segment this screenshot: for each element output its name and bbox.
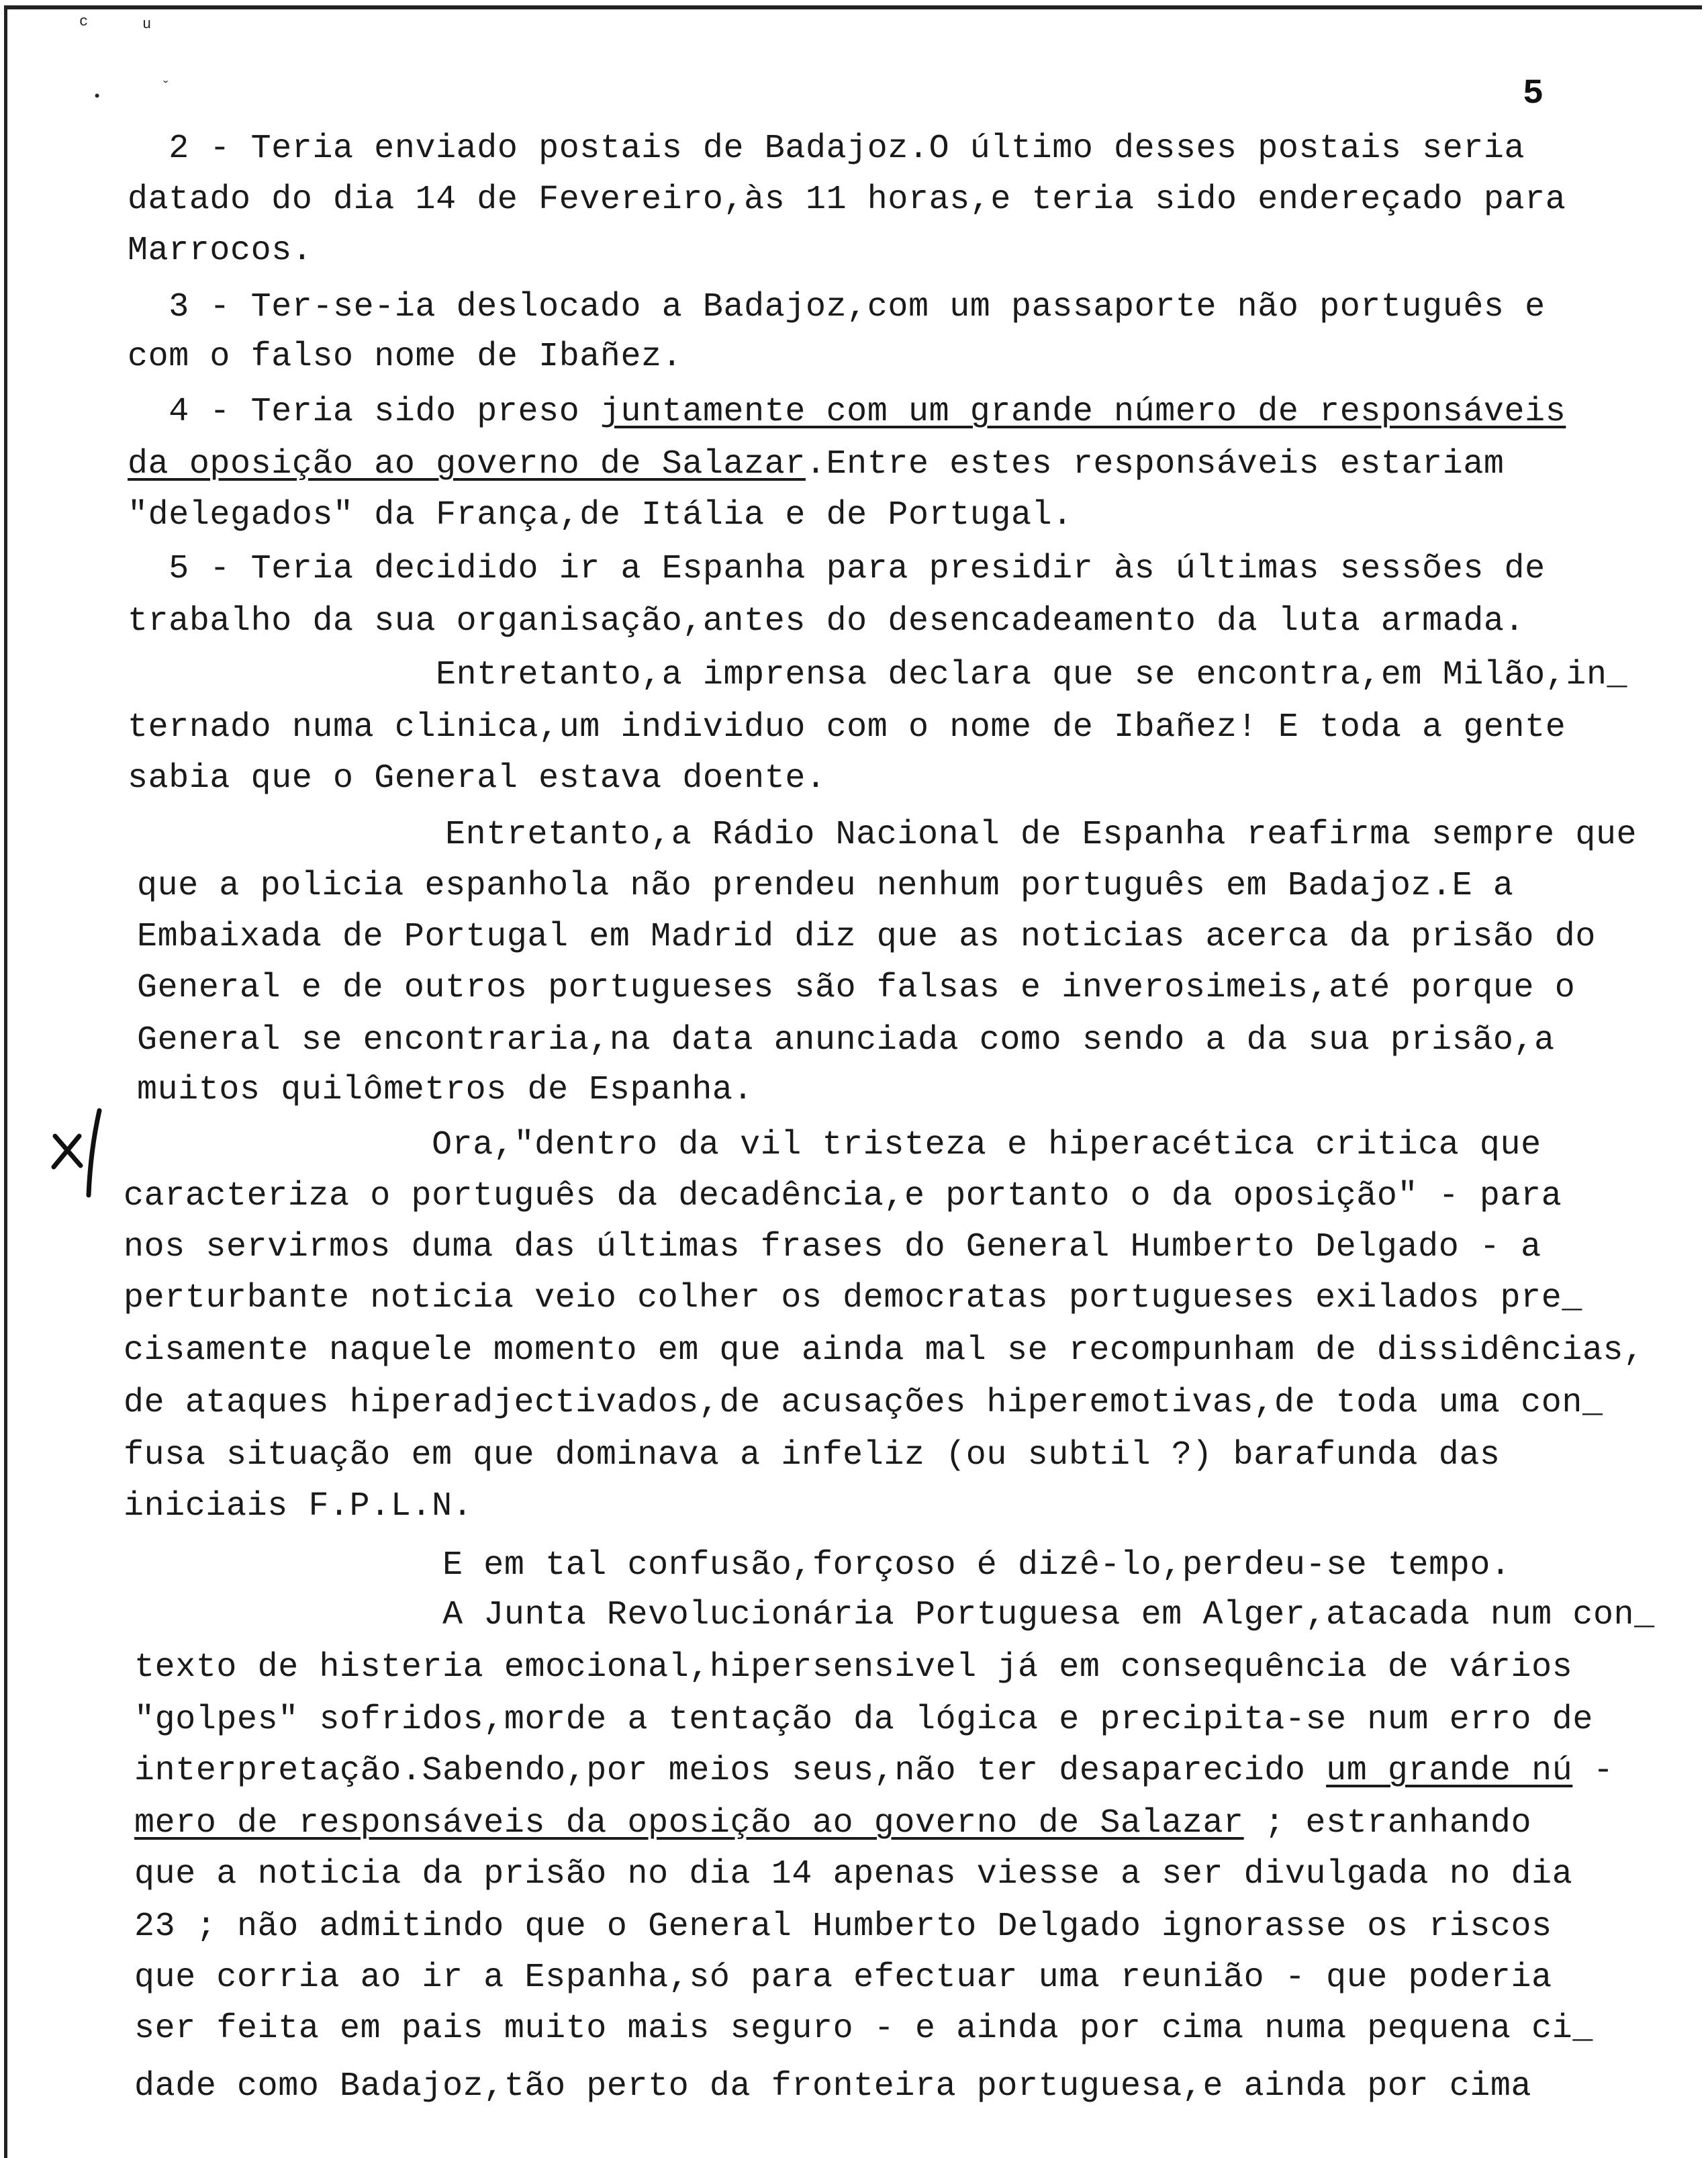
text-segment: 3 - Ter-se-ia deslocado a Badajoz,com um passaporte não português e	[128, 288, 1546, 326]
text-line	[134, 1803, 1531, 1844]
text-line	[124, 1227, 1541, 1268]
text-line	[128, 337, 682, 377]
text-line	[134, 1907, 1552, 1947]
text-line	[124, 1487, 473, 1527]
text-segment: interpretação.Sabendo,por meios seus,não ter desaparecido	[134, 1752, 1327, 1790]
text-segment: ; estranhando	[1243, 1804, 1532, 1842]
text-line	[128, 759, 826, 799]
text-line	[124, 1125, 1541, 1166]
text-line	[134, 2067, 1531, 2107]
text-segment: Embaixada de Portugal em Madrid diz que as noticias acerca da prisão do	[137, 918, 1596, 956]
text-segment: Entretanto,a Rádio Nacional de Espanha reafirma sempre que	[137, 816, 1638, 854]
margin-annotation-mark	[46, 1101, 120, 1202]
text-segment: .Entre estes responsáveis estariam	[805, 445, 1505, 483]
text-line	[134, 1595, 1655, 1636]
text-line	[137, 866, 1514, 906]
text-segment: fusa situação em que dominava a infeliz (ou subtil ?) barafunda das	[124, 1436, 1501, 1474]
text-line	[128, 392, 1566, 432]
text-segment: ser feita em pais muito mais seguro - e ainda por cima numa pequena ci_	[134, 2010, 1593, 2048]
text-line	[137, 815, 1637, 855]
text-segment: dade como Badajoz,tão perto da fronteira portuguesa,e ainda por cima	[134, 2067, 1532, 2106]
text-segment: trabalho da sua organisação,antes do desencadeamento da luta armada.	[128, 602, 1525, 641]
text-line	[137, 1021, 1555, 1061]
text-line	[124, 1383, 1603, 1423]
text-segment: "delegados" da França,de Itália e de Portugal.	[128, 496, 1073, 534]
text-segment: caracteriza o português da decadência,e portanto o da oposição" - para	[124, 1177, 1562, 1215]
text-segment: 2 - Teria enviado postais de Badajoz.O último desses postais seria	[128, 130, 1525, 168]
underlined-text: um grande nú	[1326, 1752, 1573, 1790]
text-segment: -	[1572, 1752, 1614, 1790]
text-line	[128, 602, 1525, 642]
text-line	[134, 1700, 1593, 1740]
text-segment: que corria ao ir a Espanha,só para efectuar uma reunião - que poderia	[134, 1959, 1552, 1997]
text-segment: A Junta Revolucionária Portuguesa em Alger,atacada num con_	[134, 1596, 1655, 1634]
text-segment: "golpes" sofridos,morde a tentação da lógica e precipita-se num erro de	[134, 1701, 1593, 1739]
text-segment: muitos quilômetros de Espanha.	[137, 1071, 754, 1109]
text-segment: 4 - Teria sido preso	[128, 393, 600, 431]
text-segment: General se encontraria,na data anunciada como sendo a da sua prisão,a	[137, 1021, 1555, 1060]
text-segment: 5 - Teria decidido ir a Espanha para presidir às últimas sessões de	[128, 550, 1546, 588]
page-number: 5	[1523, 74, 1544, 113]
text-segment: de ataques hiperadjectivados,de acusações hiperemotivas,de toda uma con_	[124, 1384, 1603, 1422]
text-segment: cisamente naquele momento em que ainda mal se recompunham de dissidências,	[124, 1331, 1644, 1370]
text-line	[128, 180, 1566, 220]
text-segment: ternado numa clinica,um individuo com o nome de Ibañez! E toda a gente	[128, 708, 1566, 747]
text-line	[134, 1958, 1552, 1998]
text-line	[128, 287, 1546, 328]
text-line	[124, 1278, 1582, 1319]
text-segment: nos servirmos duma das últimas frases do General Humberto Delgado - a	[124, 1228, 1541, 1266]
text-line	[124, 1436, 1501, 1476]
text-line	[128, 444, 1505, 485]
underlined-text: da oposição ao governo de Salazar	[128, 445, 806, 483]
text-line	[137, 917, 1596, 957]
text-segment: texto de histeria emocional,hipersensivel já em consequência de vários	[134, 1648, 1573, 1687]
text-line	[128, 129, 1525, 169]
text-line	[134, 1855, 1572, 1895]
text-segment: General e de outros portugueses são falsas e inverosimeis,até porque o	[137, 969, 1576, 1007]
text-segment: datado do dia 14 de Fevereiro,às 11 horas,e teria sido endereçado para	[128, 181, 1566, 219]
text-segment: Ora,"dentro da vil tristeza e hiperacética critica que	[124, 1126, 1541, 1164]
text-segment: iniciais F.P.L.N.	[124, 1487, 473, 1526]
text-segment: que a policia espanhola não prendeu nenhum português em Badajoz.E a	[137, 867, 1514, 905]
text-line	[134, 1648, 1572, 1688]
text-segment: E em tal confusão,forçoso é dizê-lo,perdeu-se tempo.	[134, 1546, 1511, 1585]
text-segment: sabia que o General estava doente.	[128, 759, 826, 798]
text-segment: 23 ; não admitindo que o General Humberto Delgado ignorasse os riscos	[134, 1908, 1552, 1946]
underlined-text: juntamente com um grande número de responsáveis	[600, 393, 1566, 431]
text-line	[128, 549, 1546, 590]
text-line	[124, 1331, 1644, 1371]
text-line	[124, 1176, 1562, 1217]
text-line	[128, 496, 1073, 536]
text-segment: que a noticia da prisão no dia 14 apenas viesse a ser divulgada no dia	[134, 1855, 1573, 1893]
text-segment: perturbante noticia veio colher os democratas portugueses exilados pre_	[124, 1279, 1582, 1317]
text-segment: com o falso nome de Ibañez.	[128, 338, 683, 376]
text-line	[137, 968, 1575, 1008]
text-segment: Marrocos.	[128, 232, 313, 270]
text-line	[137, 1070, 753, 1111]
text-line	[128, 231, 312, 271]
text-line	[128, 708, 1566, 748]
text-segment: Entretanto,a imprensa declara que se encontra,em Milão,in_	[128, 656, 1628, 694]
text-line	[134, 1751, 1614, 1791]
underlined-text: mero de responsáveis da oposição ao governo de Salazar	[134, 1804, 1244, 1842]
text-line	[134, 2009, 1593, 2049]
text-line	[134, 1546, 1511, 1586]
text-line	[128, 655, 1627, 696]
